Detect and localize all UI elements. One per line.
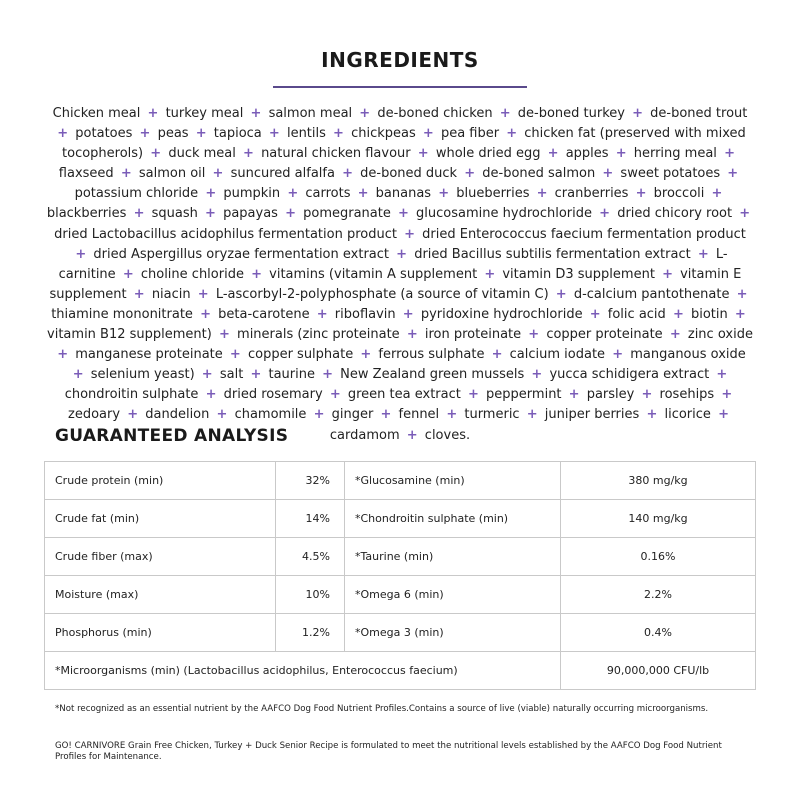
plus-separator-icon: + bbox=[218, 327, 230, 343]
ingredient-item: blackberries bbox=[46, 206, 127, 222]
plus-separator-icon: + bbox=[195, 126, 207, 142]
guaranteed-analysis-heading: GUARANTEED ANALYSIS bbox=[55, 426, 289, 446]
ingredient-item: herring meal bbox=[633, 146, 717, 162]
ingredient-item: fennel bbox=[398, 407, 440, 423]
plus-separator-icon: + bbox=[216, 407, 228, 423]
table-row bbox=[45, 500, 756, 538]
ingredient-item: green tea extract bbox=[347, 387, 461, 403]
plus-separator-icon: + bbox=[721, 387, 733, 403]
plus-separator-icon: + bbox=[147, 106, 159, 121]
table-row bbox=[45, 462, 756, 500]
plus-separator-icon: + bbox=[724, 146, 735, 162]
plus-separator-icon: + bbox=[333, 126, 344, 142]
ingredient-item: manganous oxide bbox=[630, 347, 746, 363]
plus-separator-icon: + bbox=[250, 106, 262, 121]
nutrient-value: 32% bbox=[276, 462, 345, 500]
plus-separator-icon: + bbox=[438, 186, 450, 202]
ingredient-item: copper proteinate bbox=[546, 327, 663, 343]
plus-separator-icon: + bbox=[229, 347, 241, 363]
ingredient-item: suncured alfalfa bbox=[230, 166, 335, 182]
formulation-statement: GO! CARNIVORE Grain Free Chicken, Turkey + Duck Senior Recipe is formulated to meet the nutritional levels established by the AAFCO Dog Food Nutrient Profiles for Maintenance. bbox=[55, 741, 722, 762]
plus-separator-icon: + bbox=[499, 106, 511, 121]
ingredient-item: chamomile bbox=[234, 407, 307, 423]
plus-separator-icon: + bbox=[75, 246, 87, 262]
ingredient-item: dried chicory root bbox=[617, 206, 733, 222]
ingredient-item: potassium chloride bbox=[74, 186, 199, 202]
ingredient-item: de-boned salmon bbox=[482, 166, 596, 182]
ingredient-item: flaxseed bbox=[58, 166, 114, 182]
ingredient-item: folic acid bbox=[607, 306, 666, 322]
plus-separator-icon: + bbox=[205, 387, 217, 403]
ingredient-item: duck meal bbox=[168, 146, 236, 162]
ingredient-item: thiamine mononitrate bbox=[51, 306, 193, 322]
plus-separator-icon: + bbox=[396, 246, 408, 262]
ingredient-item: cranberries bbox=[554, 186, 629, 202]
plus-separator-icon: + bbox=[406, 327, 418, 343]
ingredient-item: manganese proteinate bbox=[75, 347, 223, 363]
ingredient-item: calcium iodate bbox=[509, 347, 606, 363]
nutrient-label: Moisture (max) bbox=[45, 576, 276, 614]
ingredient-item: rosehips bbox=[659, 387, 715, 403]
plus-separator-icon: + bbox=[536, 186, 548, 202]
plus-separator-icon: + bbox=[711, 186, 723, 202]
plus-separator-icon: + bbox=[133, 206, 145, 222]
plus-separator-icon: + bbox=[417, 146, 429, 162]
ingredient-item: pumpkin bbox=[223, 186, 281, 202]
table-row bbox=[45, 538, 756, 576]
ingredient-item: dried Aspergillus oryzae fermentation extract bbox=[93, 246, 389, 262]
ingredient-item: glucosamine hydrochloride bbox=[416, 206, 592, 222]
ingredient-item: licorice bbox=[664, 407, 711, 423]
plus-separator-icon: + bbox=[57, 126, 69, 142]
plus-separator-icon: + bbox=[697, 246, 709, 262]
plus-separator-icon: + bbox=[197, 286, 209, 302]
ingredient-item: d-calcium pantothenate bbox=[573, 286, 730, 302]
ingredient-item: salmon oil bbox=[138, 166, 206, 182]
nutrient-value: 2.2% bbox=[561, 576, 756, 614]
ingredient-item: vitamins (vitamin A supplement bbox=[269, 266, 478, 282]
ingredient-item: vitamin B12 supplement) bbox=[47, 327, 212, 343]
ingredient-item: whole dried egg bbox=[435, 146, 541, 162]
plus-separator-icon: + bbox=[404, 226, 415, 242]
ingredient-item: pomegranate bbox=[303, 206, 391, 222]
plus-separator-icon: + bbox=[672, 306, 684, 322]
plus-separator-icon: + bbox=[602, 166, 614, 182]
plus-separator-icon: + bbox=[736, 286, 748, 302]
plus-separator-icon: + bbox=[531, 367, 543, 383]
ingredient-item: chondroitin sulphate bbox=[64, 387, 199, 403]
plus-separator-icon: + bbox=[313, 407, 325, 423]
plus-separator-icon: + bbox=[506, 126, 518, 142]
plus-separator-icon: + bbox=[468, 387, 479, 403]
ingredient-item: papayas bbox=[223, 206, 278, 222]
ingredient-item: chicken fat (preserved with mixed tocopherols) bbox=[62, 126, 746, 162]
ingredient-item: squash bbox=[151, 206, 198, 222]
plus-separator-icon: + bbox=[57, 347, 69, 363]
plus-separator-icon: + bbox=[360, 347, 372, 363]
ingredient-item: New Zealand green mussels bbox=[340, 367, 525, 383]
ingredient-item: niacin bbox=[151, 286, 191, 302]
nutrient-label: *Glucosamine (min) bbox=[345, 462, 561, 500]
plus-separator-icon: + bbox=[150, 146, 162, 162]
plus-separator-icon: + bbox=[632, 106, 644, 121]
ingredient-item: juniper berries bbox=[544, 407, 640, 423]
plus-separator-icon: + bbox=[669, 327, 681, 343]
ingredient-item: cardamom bbox=[329, 427, 400, 443]
ingredient-item: salt bbox=[219, 367, 244, 383]
ingredient-item: carrots bbox=[305, 186, 351, 202]
plus-separator-icon: + bbox=[612, 347, 624, 363]
plus-separator-icon: + bbox=[568, 387, 580, 403]
ingredient-item: dandelion bbox=[145, 407, 210, 423]
ingredient-item: Chicken meal bbox=[52, 106, 141, 121]
ingredient-item: ginger bbox=[331, 407, 374, 423]
ingredient-item: bananas bbox=[375, 186, 432, 202]
ingredient-item: vitamin E supplement bbox=[49, 266, 742, 302]
ingredient-item: dried Lactobacillus acidophilus fermentation product bbox=[54, 226, 397, 242]
ingredient-item: zedoary bbox=[68, 407, 121, 423]
plus-separator-icon: + bbox=[739, 206, 751, 222]
plus-separator-icon: + bbox=[316, 306, 328, 322]
plus-separator-icon: + bbox=[422, 126, 434, 142]
nutrient-label: *Omega 3 (min) bbox=[345, 614, 561, 652]
nutrient-value: 0.4% bbox=[561, 614, 756, 652]
ingredient-item: peas bbox=[157, 126, 189, 142]
plus-separator-icon: + bbox=[205, 206, 216, 222]
table-row bbox=[45, 614, 756, 652]
aafco-footnote: *Not recognized as an essential nutrient by the AAFCO Dog Food Nutrient Profiles.Contains a source of live (viable) naturally occurring microorganisms. bbox=[55, 704, 709, 714]
nutrient-label: Phosphorus (min) bbox=[45, 614, 276, 652]
microorganisms-value: 90,000,000 CFU/lb bbox=[561, 652, 756, 690]
ingredient-item: vitamin D3 supplement bbox=[502, 266, 655, 282]
heading-underline bbox=[273, 86, 527, 88]
plus-separator-icon: + bbox=[205, 186, 217, 202]
ingredient-item: sweet potatoes bbox=[620, 166, 721, 182]
plus-separator-icon: + bbox=[120, 166, 132, 182]
plus-separator-icon: + bbox=[734, 306, 746, 322]
nutrient-label: *Omega 6 (min) bbox=[345, 576, 561, 614]
ingredient-item: dried Enterococcus faecium fermentation product bbox=[422, 226, 746, 242]
ingredient-item: dried rosemary bbox=[223, 387, 323, 403]
plus-separator-icon: + bbox=[718, 407, 729, 423]
plus-separator-icon: + bbox=[464, 166, 476, 182]
ingredient-item: zinc oxide bbox=[687, 327, 753, 343]
ingredient-item: biotin bbox=[690, 306, 728, 322]
plus-separator-icon: + bbox=[322, 367, 334, 383]
ingredient-item: turkey meal bbox=[165, 106, 244, 121]
plus-separator-icon: + bbox=[380, 407, 392, 423]
nutrient-value: 10% bbox=[276, 576, 345, 614]
plus-separator-icon: + bbox=[357, 186, 369, 202]
plus-separator-icon: + bbox=[646, 407, 658, 423]
plus-separator-icon: + bbox=[402, 306, 414, 322]
ingredient-item: copper sulphate bbox=[247, 347, 354, 363]
plus-separator-icon: + bbox=[251, 266, 262, 282]
ingredient-item: peppermint bbox=[486, 387, 562, 403]
plus-separator-icon: + bbox=[72, 367, 84, 383]
ingredient-item: de-boned turkey bbox=[517, 106, 625, 121]
plus-separator-icon: + bbox=[201, 367, 213, 383]
ingredient-item: minerals (zinc proteinate bbox=[237, 327, 400, 343]
nutrient-label: *Chondroitin sulphate (min) bbox=[345, 500, 561, 538]
ingredients-heading: INGREDIENTS bbox=[321, 48, 479, 72]
plus-separator-icon: + bbox=[200, 306, 211, 322]
plus-separator-icon: + bbox=[406, 427, 418, 443]
ingredient-item: yucca schidigera extract bbox=[549, 367, 710, 383]
plus-separator-icon: + bbox=[589, 306, 601, 322]
microorganisms-label: *Microorganisms (min) (Lactobacillus acidophilus, Enterococcus faecium) bbox=[45, 652, 561, 690]
nutrient-label: Crude protein (min) bbox=[45, 462, 276, 500]
ingredient-item: beta-carotene bbox=[218, 306, 310, 322]
plus-separator-icon: + bbox=[342, 166, 353, 182]
plus-separator-icon: + bbox=[285, 206, 296, 222]
table-row bbox=[45, 576, 756, 614]
plus-separator-icon: + bbox=[491, 347, 503, 363]
ingredient-item: taurine bbox=[268, 367, 315, 383]
ingredient-item: dried Bacillus subtilis fermentation extract bbox=[414, 246, 691, 262]
plus-separator-icon: + bbox=[547, 146, 559, 162]
ingredient-item: salmon meal bbox=[268, 106, 353, 121]
plus-separator-icon: + bbox=[615, 146, 627, 162]
plus-separator-icon: + bbox=[268, 126, 280, 142]
ingredient-item: pea fiber bbox=[440, 126, 500, 142]
ingredients-list bbox=[44, 104, 756, 446]
table-row bbox=[45, 652, 756, 690]
ingredient-item: blueberries bbox=[456, 186, 530, 202]
ingredient-item: ferrous sulphate bbox=[378, 347, 485, 363]
nutrient-value: 0.16% bbox=[561, 538, 756, 576]
ingredient-item: L-carnitine bbox=[58, 246, 728, 282]
ingredient-item: potatoes bbox=[75, 126, 133, 142]
plus-separator-icon: + bbox=[398, 206, 409, 222]
ingredient-item: selenium yeast) bbox=[90, 367, 195, 383]
plus-separator-icon: + bbox=[528, 327, 540, 343]
ingredient-item: de-boned trout bbox=[650, 106, 748, 121]
plus-separator-icon: + bbox=[359, 106, 371, 121]
plus-separator-icon: + bbox=[599, 206, 611, 222]
ingredient-item: cloves. bbox=[424, 427, 471, 443]
ingredient-item: choline chloride bbox=[140, 266, 244, 282]
plus-separator-icon: + bbox=[329, 387, 341, 403]
plus-separator-icon: + bbox=[243, 146, 254, 162]
plus-separator-icon: + bbox=[446, 407, 458, 423]
plus-separator-icon: + bbox=[526, 407, 538, 423]
plus-separator-icon: + bbox=[139, 126, 151, 142]
plus-separator-icon: + bbox=[133, 286, 145, 302]
plus-separator-icon: + bbox=[122, 266, 134, 282]
nutrient-value: 140 mg/kg bbox=[561, 500, 756, 538]
plus-separator-icon: + bbox=[250, 367, 262, 383]
nutrient-label: *Taurine (min) bbox=[345, 538, 561, 576]
plus-separator-icon: + bbox=[127, 407, 139, 423]
plus-separator-icon: + bbox=[716, 367, 728, 383]
ingredient-item: lentils bbox=[286, 126, 326, 142]
guaranteed-analysis-table bbox=[44, 461, 756, 690]
ingredient-item: parsley bbox=[586, 387, 635, 403]
nutrient-value: 4.5% bbox=[276, 538, 345, 576]
plus-separator-icon: + bbox=[484, 266, 496, 282]
nutrient-value: 1.2% bbox=[276, 614, 345, 652]
plus-separator-icon: + bbox=[662, 266, 673, 282]
plus-separator-icon: + bbox=[727, 166, 739, 182]
ingredient-item: turmeric bbox=[464, 407, 520, 423]
nutrient-value: 14% bbox=[276, 500, 345, 538]
plus-separator-icon: + bbox=[212, 166, 224, 182]
ingredient-item: pyridoxine hydrochloride bbox=[420, 306, 583, 322]
plus-separator-icon: + bbox=[635, 186, 647, 202]
nutrient-value: 380 mg/kg bbox=[561, 462, 756, 500]
ingredient-item: L-ascorbyl-2-polyphosphate (a source of vitamin C) bbox=[215, 286, 549, 302]
ingredient-item: riboflavin bbox=[334, 306, 396, 322]
ingredient-item: de-boned duck bbox=[360, 166, 458, 182]
ingredient-item: iron proteinate bbox=[424, 327, 522, 343]
nutrient-label: Crude fat (min) bbox=[45, 500, 276, 538]
ingredient-item: chickpeas bbox=[351, 126, 416, 142]
plus-separator-icon: + bbox=[287, 186, 299, 202]
ingredient-item: broccoli bbox=[653, 186, 705, 202]
ingredient-item: apples bbox=[565, 146, 609, 162]
plus-separator-icon: + bbox=[641, 387, 653, 403]
ingredient-item: de-boned chicken bbox=[377, 106, 493, 121]
plus-separator-icon: + bbox=[555, 286, 567, 302]
nutrient-label: Crude fiber (max) bbox=[45, 538, 276, 576]
ingredient-item: tapioca bbox=[213, 126, 262, 142]
ingredient-item: natural chicken flavour bbox=[261, 146, 411, 162]
